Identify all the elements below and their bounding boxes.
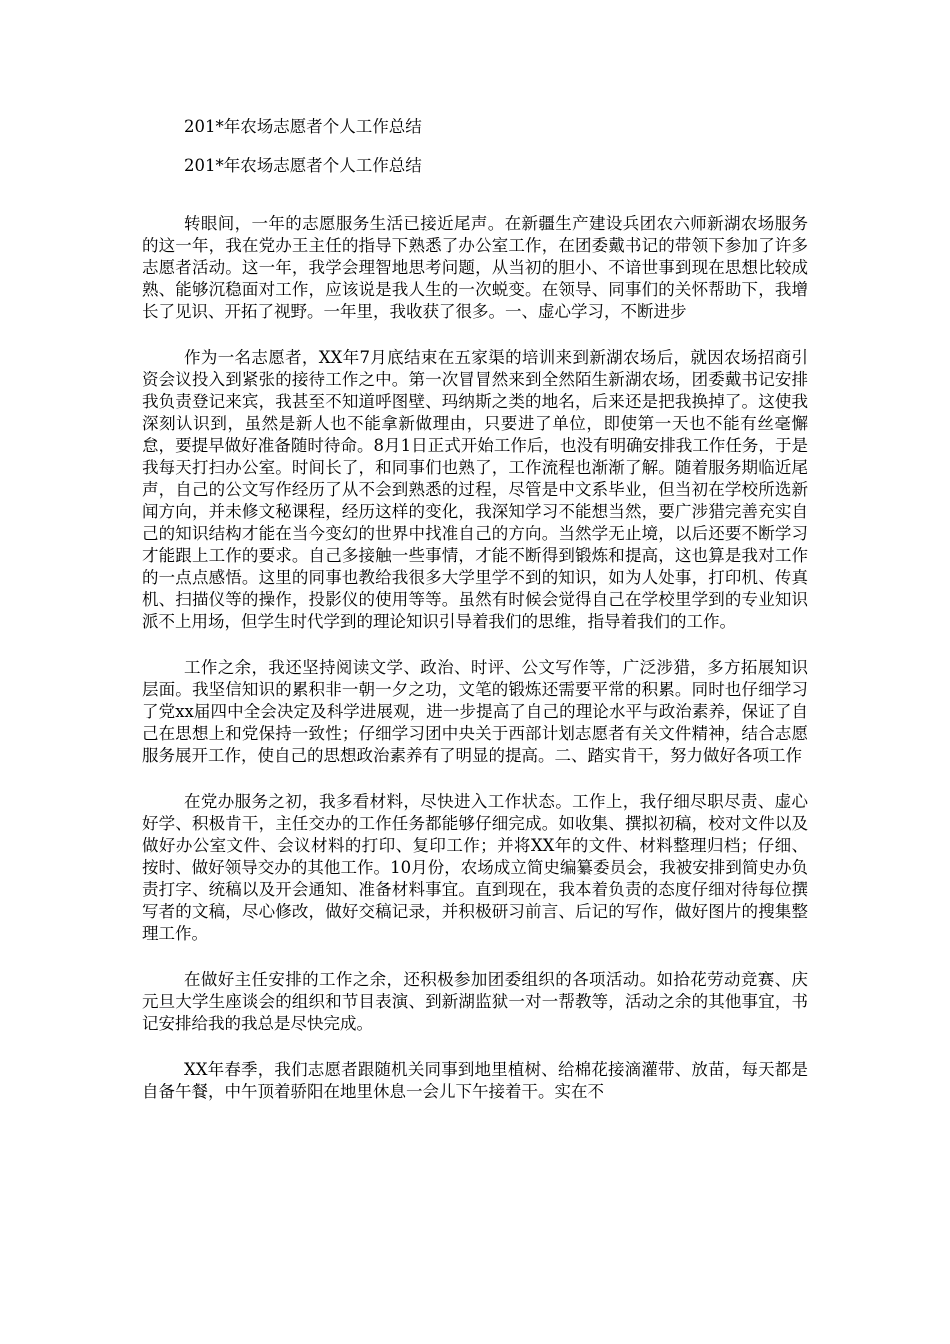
document-page (142, 114, 808, 1103)
paragraph-intro: 转眼间，一年的志愿服务生活已接近尾声。在新疆生产建设兵团农六师新湖农场服务的这一年，我在党办王主任的指导下熟悉了办公室工作，在团委戴书记的带领下参加了许多志愿者活动。这一年，我学会理智地思考问题，从当初的胆小、不谙世事到现在思想比较成熟、能够沉稳面对工作，应该说是我人生的一次蜕变。在领导、同事们的关怀帮助下，我增长了见识、开拓了视野。一年里，我收获了很多。一、虚心学习，不断进步 (142, 214, 808, 321)
document-title: 201*年农场志愿者个人工作总结 (184, 117, 422, 136)
paragraph-reading: 工作之余，我还坚持阅读文学、政治、时评、公文写作等，广泛涉猎，多方拓展知识层面。我坚信知识的累积非一朝一夕之功，文笔的锻炼还需要平常的积累。同时也仔细学习了党xx届四中全会决定及科学进展观，进一步提高了自己的理论水平与政治素养，保证了自己在思想上和党保持一致性；仔细学习团中央关于西部计划志愿者有关文件精神，结合志愿服务展开工作，使自己的思想政治素养有了明显的提高。二、踏实肯干，努力做好各项工作 (142, 658, 808, 765)
paragraph-office-work: 在党办服务之初，我多看材料，尽快进入工作状态。工作上，我仔细尽职尽责、虚心好学、积极肯干，主任交办的工作任务都能够仔细完成。如收集、撰拟初稿，校对文件以及做好办公室文件、会议材料的打印、复印工作；并将XX年的文件、材料整理归档；仔细、按时、做好领导交办的其他工作。10月份，农场成立简史编纂委员会，我被安排到简史办负责打字、统稿以及开会通知、准备材料事宜。直到现在，我本着负责的态度仔细对待每位撰写者的文稿，尽心修改，做好交稿记录，并积极研习前言、后记的写作，做好图片的搜集整理工作。 (142, 792, 808, 943)
paragraph-activities: 在做好主任安排的工作之余，还积极参加团委组织的各项活动。如拾花劳动竞赛、庆元旦大学生座谈会的组织和节目表演、到新湖监狱一对一帮教等，活动之余的其他事宜，书记安排给我的我总是尽快完成。 (142, 970, 808, 1033)
paragraph-spring: XX年春季，我们志愿者跟随机关同事到地里植树、给棉花接滴灌带、放苗，每天都是自备午餐，中午顶着骄阳在地里休息一会儿下午接着干。实在不 (142, 1060, 808, 1101)
document-subtitle: 201*年农场志愿者个人工作总结 (184, 156, 422, 175)
paragraph-learning: 作为一名志愿者，XX年7月底结束在五家渠的培训来到新湖农场后，就因农场招商引资会议投入到紧张的接待工作之中。第一次冒冒然来到全然陌生新湖农场，团委戴书记安排我负责登记来宾，我甚至不知道呼图壁、玛纳斯之类的地名，后来还是把我换掉了。这使我深刻认识到，虽然是新人也不能拿新做理由，只要进了单位，即使第一天也不能有丝毫懈怠，要提早做好准备随时待命。8月1日正式开始工作后，也没有明确安排我工作任务，于是我每天打扫办公室。时间长了，和同事们也熟了，工作流程也渐渐了解。随着服务期临近尾声，自己的公文写作经历了从不会到熟悉的过程，尽管是中文系毕业，但当初在学校所选新闻方向，并未修文秘课程，经历这样的变化，我深知学习不能想当然，要广涉猎完善充实自己的知识结构才能在当今变幻的世界中找准自己的方向。当然学无止境，以后还要不断学习才能跟上工作的要求。自己多接触一些事情，才能不断得到锻炼和提高，这也算是我对工作的一点点感悟。这里的同事也教给我很多大学里学不到的知识，如为人处事，打印机、传真机、扫描仪等的操作，投影仪的使用等等。虽然有时候会觉得自己在学校里学到的专业知识派不上用场，但学生时代学到的理论知识引导着我们的思维，指导着我们的工作。 (142, 348, 808, 631)
